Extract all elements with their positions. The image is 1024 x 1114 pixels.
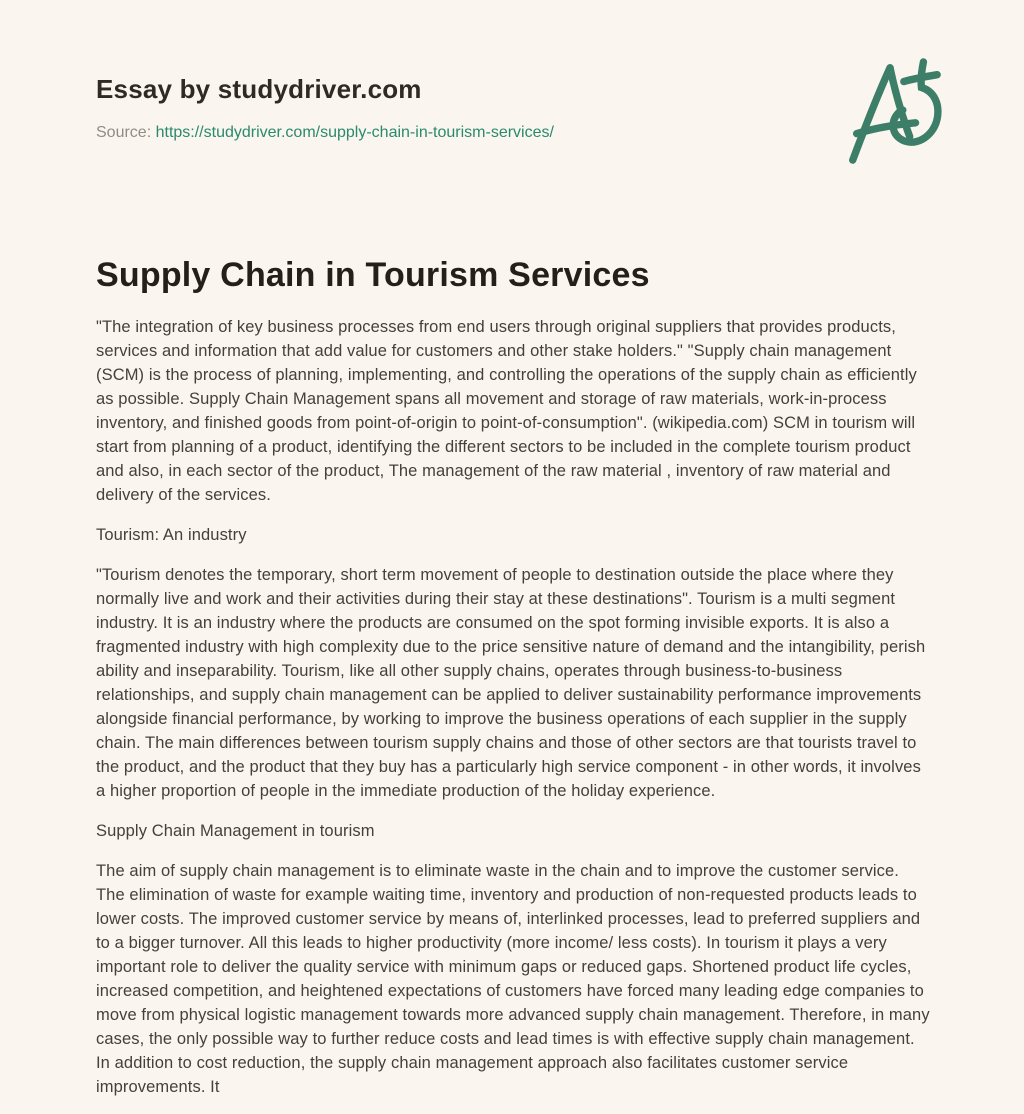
article-title: Supply Chain in Tourism Services [96,256,650,294]
article-paragraph-3: The aim of supply chain management is to eliminate waste in the chain and to improve the customer service. The elimination of waste for example waiting time, inventory and production of non-requested products leads to lower costs. The improved customer service by means of, interlinked processes, lead to preferred suppliers and to a bigger turnover. All this leads to higher productivity (more income/ less costs). In tourism it plays a very important role to deliver the quality service with minimum gaps or reduced gaps. Shortened product life cycles, increased competition, and heightened expectations of customers have forced many leading edge companies to move from physical logistic management towards more advanced supply chain management. Therefore, in many cases, the only possible way to further reduce costs and lead times is with effective supply chain management. In addition to cost reduction, the supply chain management approach also facilitates customer service improvements. It [96,862,930,1096]
studydriver-a-plus-logo-icon [842,58,942,166]
article-body [96,315,932,1099]
article-paragraph-1: "The integration of key business processes from end users through original suppliers that provides products, services and information that add value for customers and other stake holders." "Supply chain management (SCM) is the process of planning, implementing, and controlling the operations of the supply chain as efficiently as possible. Supply Chain Management spans all movement and storage of raw materials, work-in-process inventory, and finished goods from point-of-origin to point-of-consumption". (wikipedia.com) SCM in tourism will start from planning of a product, identifying the different sectors to be included in the complete tourism product and also, in each sector of the product, The management of the raw material , inventory of raw material and delivery of the services. [96,318,917,504]
source-label: Source: [96,124,152,141]
source-line [96,123,928,143]
section-heading-tourism-an-industry: Tourism: An industry [96,526,247,544]
source-url-link[interactable]: https://studydriver.com/supply-chain-in-tourism-services/ [155,124,554,141]
article-paragraph-2: "Tourism denotes the temporary, short term movement of people to destination outside the place where they normally live and work and their activities during their stay at these destinations". Tourism is a multi segment industry. It is an industry where the products are consumed on the spot forming invisible exports. It is also a fragmented industry with high complexity due to the price sensitive nature of demand and the intangibility, perish ability and inseparability. Tourism, like all other supply chains, operates through business-to-business relationships, and supply chain management can be applied to deliver sustainability performance improvements alongside financial performance, by working to improve the business operations of each supplier in the supply chain. The main differences between tourism supply chains and those of other sectors are that tourists travel to the product, and the product that they buy has a particularly high service component - in other words, it involves a higher proportion of people in the immediate production of the holiday experience. [96,566,926,800]
essay-byline: Essay by studydriver.com [96,74,422,104]
section-heading-scm-in-tourism: Supply Chain Management in tourism [96,822,375,840]
